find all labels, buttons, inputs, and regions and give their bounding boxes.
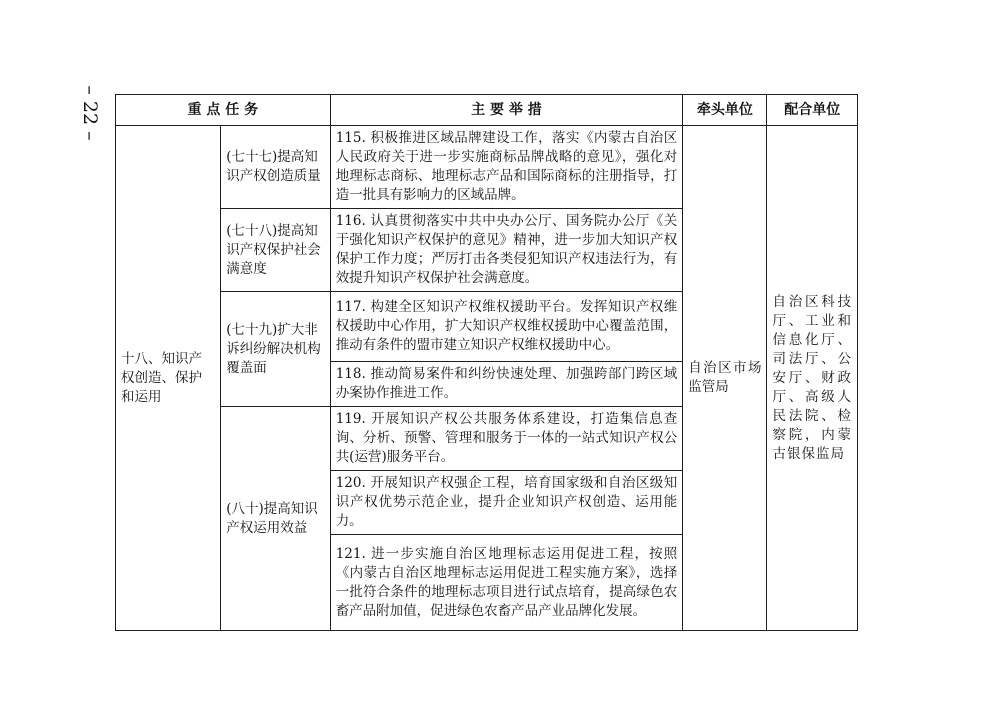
subtask-cell: (七十九)扩大非诉纠纷解决机构覆盖面 (221, 292, 330, 407)
measure-121: 121. 进一步实施自治区地理标志运用促进工程，按照《内蒙古自治区地理标志运用促进工程实施方案》，选择一批符合条件的地理标志项目进行试点培育，提高绿色农畜产品附加值，促进绿色农畜产品产业品牌化发展。 (330, 535, 683, 631)
table-row (116, 126, 858, 209)
page-number: – 22 – (79, 85, 101, 141)
measure-119: 119. 开展知识产权公共服务体系建设，打造集信息查询、分析、预警、管理和服务于一体的一站式知识产权公共(运营)服务平台。 (330, 407, 683, 471)
task-table (115, 94, 858, 631)
header-measures: 主 要 举 措 (330, 95, 683, 126)
lead-unit-cell: 自治区市场监管局 (683, 126, 767, 631)
coop-unit-cell: 自治区科技厅、工业和信息化厅、司法厅、公安厅、财政厅、高级人民法院、检察院，内蒙古银保监局 (767, 126, 858, 631)
subtask-cell: (七十八)提高知识产权保护社会满意度 (221, 209, 330, 292)
header-coop-unit: 配合单位 (767, 95, 858, 126)
subtask-cell: (八十)提高知识产权运用效益 (221, 407, 330, 631)
measure-120: 120. 开展知识产权强企工程，培育国家级和自治区级知识产权优势示范企业，提升企业知识产权创造、运用能力。 (330, 471, 683, 535)
header-task: 重 点 任 务 (116, 95, 331, 126)
subtask-cell: (七十七)提高知识产权创造质量 (221, 126, 330, 209)
measure-115: 115. 积极推进区域品牌建设工作，落实《内蒙古自治区人民政府关于进一步实施商标品牌战略的意见》，强化对地理标志商标、地理标志产品和国际商标的注册指导，打造一批具有影响力的区域品牌。 (330, 126, 683, 209)
measure-117: 117. 构建全区知识产权维权援助平台。发挥知识产权维权援助中心作用，扩大知识产权维权援助中心覆盖范围，推动有条件的盟市建立知识产权维权援助中心。 (330, 292, 683, 362)
measure-116: 116. 认真贯彻落实中共中央办公厅、国务院办公厅《关于强化知识产权保护的意见》精神，进一步加大知识产权保护工作力度；严厉打击各类侵犯知识产权违法行为，有效提升知识产权保护社会满意度。 (330, 209, 683, 292)
header-lead-unit: 牵头单位 (683, 95, 767, 126)
measure-118: 118. 推动简易案件和纠纷快速处理、加强跨部门跨区域办案协作推进工作。 (330, 362, 683, 407)
main-task-cell: 十八、知识产权创造、保护和运用 (116, 126, 221, 631)
header-row (116, 95, 858, 126)
